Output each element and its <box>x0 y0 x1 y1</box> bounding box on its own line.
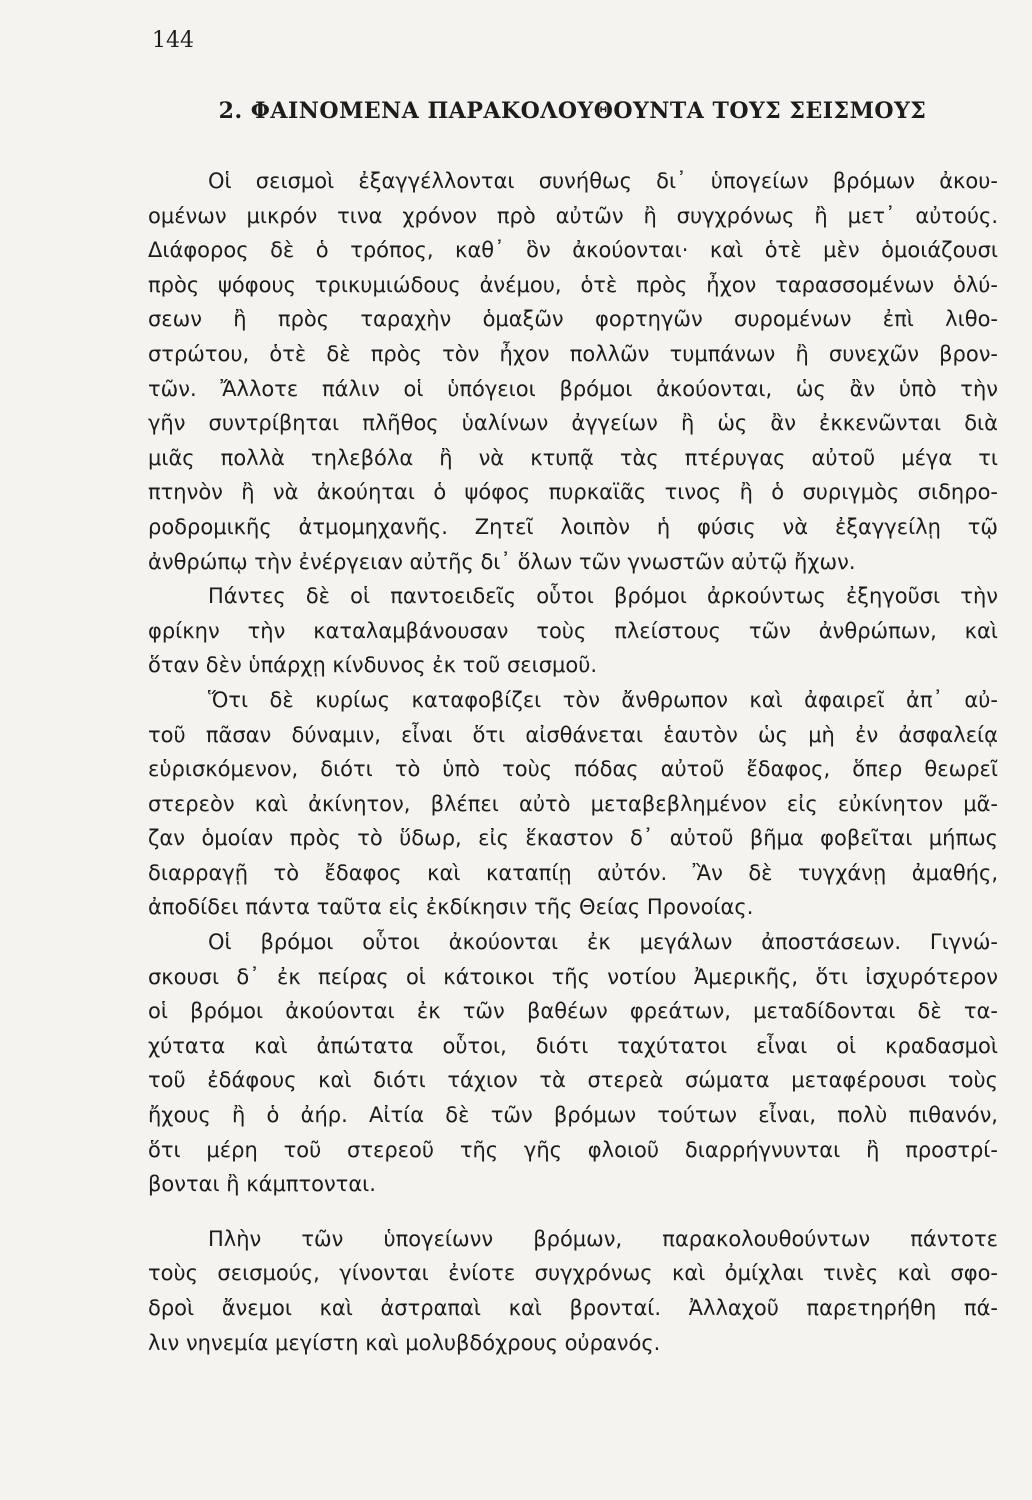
text-line: δροὶ ἄνεμοι καὶ ἀστραπαὶ καὶ βρονταί. Ἀλλαχοῦ παρετηρήθη πά- <box>148 1296 998 1320</box>
text-line: ἀποδίδει πάντα ταῦτα εἰς ἐκδίκησιν τῆς Θείας Προνοίας. <box>148 895 754 920</box>
text-line: σκουσι δ᾽ ἐκ πείρας οἱ κάτοικοι τῆς νοτίου Ἀμερικῆς, ὅτι ἰσχυρότερον <box>148 964 998 989</box>
text-line: ομένων μικρόν τινα χρόνον πρὸ αὐτῶν ἢ συγχρόνως ἢ μετ᾽ αὐτούς. <box>148 203 998 228</box>
text-line: σεων ἢ πρὸς ταραχὴν ὁμαξῶν φορτηγῶν συρομένων ἐπὶ λιθο- <box>148 307 998 332</box>
text-line: γῆν συντρίβηται πλῆθος ὑαλίνων ἀγγείων ἢ ὡς ἂν ἐκκενῶνται διὰ <box>148 411 998 436</box>
text-line: ροδρομικῆς ἀτμομηχανῆς. Ζητεῖ λοιπὸν ἡ φύσις νὰ ἐξαγγείλῃ τῷ <box>148 514 998 539</box>
text-line: μιᾶς πολλὰ τηλεβόλα ἢ νὰ κτυπᾷ τὰς πτέρυγας αὐτοῦ μέγα τι <box>148 445 998 470</box>
text-line: χύτατα καὶ ἀπώτατα οὗτοι, διότι ταχύτατοι εἶναι οἱ κραδασμοὶ <box>148 1033 998 1058</box>
text-line: εὑρισκόμενον, διότι τὸ ὑπὸ τοὺς πόδας αὐτοῦ ἔδαφος, ὅπερ θεωρεῖ <box>148 757 998 782</box>
text-line: Διάφορος δὲ ὁ τρόπος, καθ᾽ ὃν ἀκούονται· καὶ ὁτὲ μὲν ὁμοιάζουσι <box>148 238 998 263</box>
text-line: Πλὴν τῶν ὑπογείωνν βρόμων, παρακολουθούντων πάντοτε <box>208 1226 998 1251</box>
text-line: ὅταν δὲν ὑπάρχῃ κίνδυνος ἐκ τοῦ σεισμοῦ. <box>148 653 598 678</box>
text-line: Οἱ σεισμοὶ ἐξαγγέλλονται συνήθως δι᾽ ὑπογείων βρόμων ἀκου- <box>208 169 998 193</box>
text-line: πρὸς ψόφους τρικυμιώδους ἀνέμου, ὁτὲ πρὸς ἦχον ταρασσομένων ὁλύ- <box>148 272 998 297</box>
text-line: πτηνὸν ἢ νὰ ἀκούηται ὁ ψόφος πυρκαϊᾶς τινος ἢ ὁ συριγμὸς σιδηρο- <box>148 480 998 505</box>
text-line: Πάντες δὲ οἱ παντοειδεῖς οὗτοι βρόμοι ἀρκούντως ἐξηγοῦσι τὴν <box>208 584 998 609</box>
text-line: στρώτου, ὁτὲ δὲ πρὸς τὸν ἦχον πολλῶν τυμπάνων ἢ συνεχῶν βρον- <box>148 341 998 366</box>
text-line: τοῦ ἐδάφους καὶ διότι τάχιον τὰ στερεὰ σώματα μεταφέρουσι τοὺς <box>148 1068 998 1093</box>
text-line: ἤχους ἢ ὁ ἀήρ. Αἰτία δὲ τῶν βρόμων τούτων εἶναι, πολὺ πιθανόν, <box>148 1103 998 1128</box>
text-line: τοὺς σεισμούς, γίνονται ἐνίοτε συγχρόνως καὶ ὀμίχλαι τινὲς καὶ σφο- <box>148 1261 998 1286</box>
text-line: ζαν ὁμοίαν πρὸς τὸ ὕδωρ, εἰς ἕκαστον δ᾽ αὐτοῦ βῆμα φοβεῖται μήπως <box>148 826 998 851</box>
text-line: βονται ἢ κάμπτονται. <box>148 1172 376 1197</box>
page-number: 144 <box>152 28 194 53</box>
text-line: στερεὸν καὶ ἀκίνητον, βλέπει αὐτὸ μεταβεβλημένον εἰς εὐκίνητον μᾶ- <box>148 791 998 816</box>
text-line: τοῦ πᾶσαν δύναμιν, εἶναι ὅτι αἰσθάνεται ἑαυτὸν ὡς μὴ ἐν ἀσφαλείᾳ <box>148 722 998 747</box>
text-line: οἱ βρόμοι ἀκούονται ἐκ τῶν βαθέων φρεάτων, μεταδίδονται δὲ τα- <box>148 999 998 1024</box>
text-line: διαρραγῇ τὸ ἔδαφος καὶ καταπίῃ αὐτόν. Ἂν δὲ τυγχάνῃ ἀμαθής, <box>148 860 998 885</box>
text-line: λιν νηνεμία μεγίστη καὶ μολυβδόχρους οὐρανός. <box>148 1330 661 1355</box>
section-heading: 2. ΦΑΙΝΟΜΕΝΑ ΠΑΡΑΚΟΛΟΥΘΟΥΝΤΑ ΤΟΥΣ ΣΕΙΣΜΟΥΣ <box>218 98 927 124</box>
text-line: Ὅτι δὲ κυρίως καταφοβίζει τὸν ἄνθρωπον καὶ ἀφαιρεῖ ἀπ᾽ αὐ- <box>208 687 998 712</box>
text-line: φρίκην τὴν καταλαμβάνουσαν τοὺς πλείστους τῶν ἀνθρώπων, καὶ <box>148 618 998 643</box>
text-line: Οἱ βρόμοι οὗτοι ἀκούονται ἐκ μεγάλων ἀποστάσεων. Γιγνώ- <box>208 930 998 955</box>
text-line: τῶν. Ἄλλοτε πάλιν οἱ ὑπόγειοι βρόμοι ἀκούονται, ὡς ἂν ὑπὸ τὴν <box>148 376 998 401</box>
text-line: ἀνθρώπῳ τὴν ἐνέργειαν αὐτῆς δι᾽ ὅλων τῶν γνωστῶν αὐτῷ ἤχων. <box>148 549 856 574</box>
body-text <box>148 164 998 1360</box>
paragraph-gap <box>148 1202 998 1222</box>
text-line: ὅτι μέρη τοῦ στερεοῦ τῆς γῆς φλοιοῦ διαρρήγνυνται ἢ προστρί- <box>148 1137 998 1162</box>
